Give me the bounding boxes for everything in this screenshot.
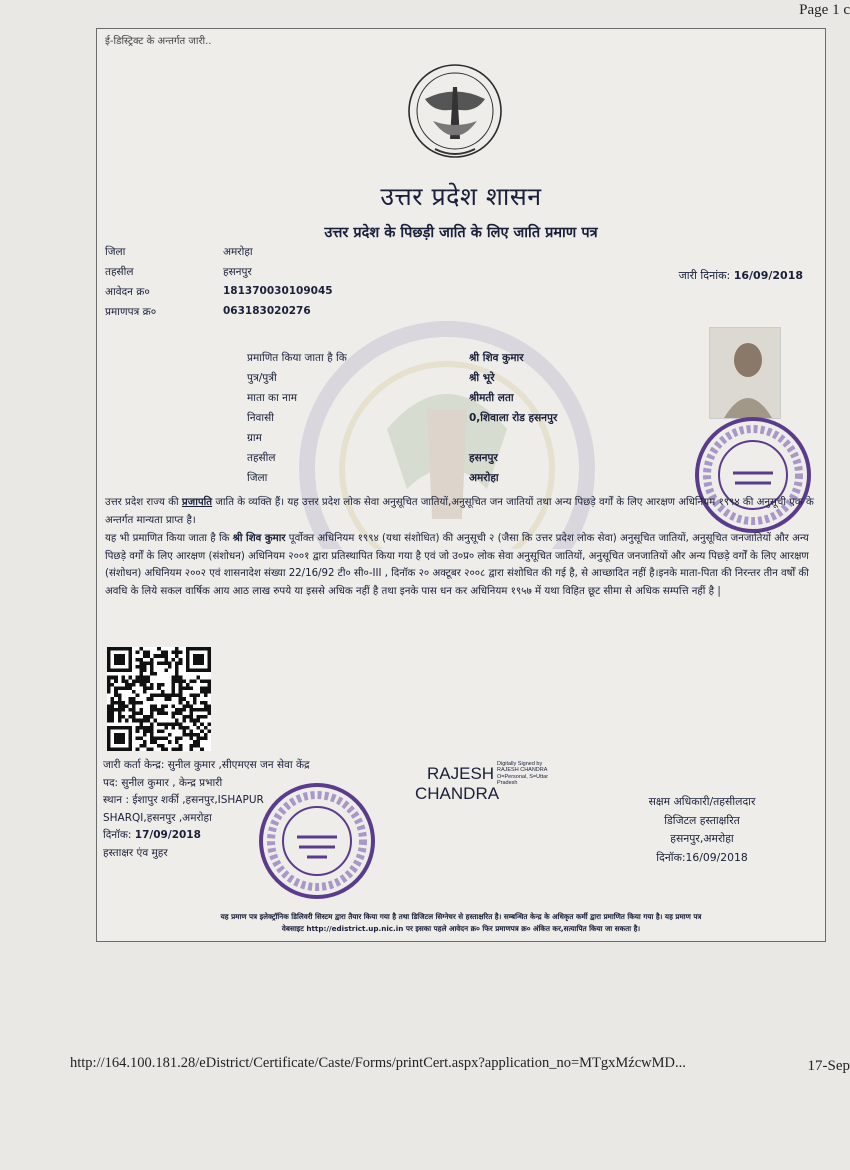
field-value-mother: श्रीमती लता	[469, 392, 514, 404]
field-label-son-daughter: पुत्र/पुत्री	[247, 372, 277, 384]
district-value: अमरोहा	[223, 246, 253, 258]
issued-under-note: ई-डिस्ट्रिक्ट के अन्तर्गत जारी..	[105, 36, 212, 47]
digital-signature-details	[497, 761, 548, 787]
signature-seal-label: हस्ताक्षर एंव मुहर	[103, 846, 168, 859]
verification-note-line: वेबसाइट http://edistrict.up.nic.in पर इसका पहले आवेदन क्र० फिर प्रमाणपत्र क्र० अंकित कर,सत्यापित किया जा सकता है।	[281, 924, 641, 933]
issuer-center: जारी कर्ता केन्द्र: सुनील कुमार ,सीएमएस जन सेवा केंद्र	[103, 759, 310, 771]
verification-note-line: यह प्रमाण पत्र इलेक्ट्रॉनिक डिलिवरी सिस्टम द्वारा तैयार किया गया है तथा डिजिटल सिग्नेचर से हस्ताक्षरित है। सम्बन्धित केन्द्र के अधिकृत कर्मी द्वारा प्रमाणित किया गया है। यह प्रमाण पत्र	[220, 912, 702, 921]
issuer-place-1: स्थान : ईशापुर शर्की ,हसनपुर,ISHAPUR	[103, 794, 264, 806]
certificate-title: उत्तर प्रदेश के पिछड़ी जाति के लिए जाति प्रमाण पत्र	[324, 225, 598, 241]
certificate	[96, 28, 826, 942]
income-paragraph-prefix: यह भी प्रमाणित किया जाता है कि	[105, 533, 233, 544]
income-paragraph	[105, 530, 817, 600]
field-label-tehsil: तहसील	[247, 452, 276, 464]
field-label-district: जिला	[247, 472, 268, 484]
digital-signature-detail-line: RAJESH CHANDRA	[497, 767, 548, 774]
certificate-number: 063183020276	[223, 305, 311, 317]
digital-signature-detail-line: Digitally Signed by	[497, 761, 543, 767]
caste-paragraph	[105, 494, 817, 529]
caste-paragraph-prefix: उत्तर प्रदेश राज्य की	[105, 497, 182, 508]
field-value-district: अमरोहा	[469, 472, 499, 484]
field-label-village: ग्राम	[247, 432, 262, 444]
caste-paragraph-suffix: जाति के व्यक्ति हैं। यह उत्तर प्रदेश लोक सेवा अनुसूचित जातियों,अनुसूचित जन जातियों तथा अन्य पिछड़े वर्गों के लिए आरक्षण अधिनियम १९९४ की अनुसूची एक के अन्तर्गत मान्यता प्राप्त है।	[105, 497, 814, 526]
field-value-tehsil: हसनपुर	[469, 452, 498, 464]
digital-signature-name	[415, 764, 499, 804]
office-seal-left	[257, 781, 377, 901]
issuer-date-value: 17/09/2018	[134, 829, 201, 841]
field-label-mother: माता का नाम	[247, 392, 297, 404]
field-value-name: श्री शिव कुमार	[469, 352, 524, 364]
tehsil-value: हसनपुर	[223, 266, 252, 278]
up-government-emblem	[405, 59, 505, 169]
page-number: Page 1 c	[799, 2, 850, 18]
field-label-resident: निवासी	[247, 412, 274, 424]
officer-sign-type: डिजिटल हस्ताक्षरित	[664, 813, 740, 827]
issue-date-label: जारी दिनांक:	[678, 269, 731, 282]
verification-note	[103, 911, 819, 935]
applicant-photo	[709, 327, 781, 419]
digital-signature-line-2: CHANDRA	[415, 784, 500, 803]
issuer-date-label: दिनॉक:	[103, 829, 132, 841]
government-title: उत्तर प्रदेश शासन	[380, 182, 542, 211]
field-value-father: श्री भूरे	[469, 372, 495, 384]
certificate-number-label: प्रमाणपत्र क्र०	[105, 306, 157, 318]
income-paragraph-name: श्री शिव कुमार	[232, 533, 286, 544]
tehsil-label: तहसील	[105, 266, 134, 278]
application-label: आवेदन क्र०	[105, 286, 150, 298]
field-value-address: 0,शिवाला रोड हसनपुर	[469, 412, 558, 424]
field-label-certified: प्रमाणित किया जाता है कि	[247, 352, 347, 364]
income-paragraph-suffix: पूर्वोक्त अधिनियम १९९४ (यथा संशोधित) की अनुसूची २ (जैसा कि उत्तर प्रदेश लोक सेवा) अनुसूचित जातियों, अनुसूचित जनजातियों और अन्य पिछड़े वर्गों के लिए आरक्षण (संशोधन) अधिनियम २००१ द्वारा प्रतिस्थापित किया गया है एवं जो उ०प्र० लोक सेवा अनुसूचित जातियों, अनुसूचित जनजातियों और अन्य पिछड़े वर्गों के लिए आरक्षण (संशोधन) अधिनियम २००२ एवं शासनादेश संख्या 22/16/92 टी० सी०-III , दिनॉक २० अक्टूबर २००८ द्वारा संशोधित की गई है, से आच्छादित नहीं है।इनके माता-पिता की निरन्तर तीन वर्षों की अवधि के लिये सकल वार्षिक आय आठ लाख रुपये या इससे अधिक नहीं है तथा इनके पास धन कर अधिनियम १९५७ में यथा विहित छूट सीमा से अधिक सम्पत्ति नहीं है |	[105, 533, 809, 597]
print-url: http://164.100.181.28/eDistrict/Certificate/Caste/Forms/printCert.aspx?application_no=MTgxMźcwMD...	[70, 1055, 686, 1071]
officer-date: दिनॉक:16/09/2018	[656, 850, 748, 864]
issue-date	[679, 268, 803, 283]
print-date: 17-Sep	[807, 1058, 850, 1074]
officer-title: सक्षम अधिकारी/तहसीलदार	[648, 795, 756, 808]
issuer-place-2: SHARQI,हसनपुर ,अमरोहा	[103, 811, 212, 824]
district-label: जिला	[105, 246, 126, 258]
digital-signature-detail-line: Pradesh	[497, 780, 518, 787]
officer-place: हसनपुर,अमरोहा	[670, 832, 734, 845]
digital-signature-detail-line: O=Personal, S=Uttar	[497, 773, 549, 780]
issuer-post: पद: सुनील कुमार , केन्द्र प्रभारी	[103, 776, 223, 789]
officer-block	[607, 793, 797, 867]
issue-date-value: 16/09/2018	[733, 269, 803, 282]
qr-code	[107, 647, 211, 751]
digital-signature-line-1: RAJESH	[427, 764, 495, 783]
application-number: 181370030109045	[223, 285, 333, 297]
caste-name: प्रजापति	[181, 497, 213, 508]
